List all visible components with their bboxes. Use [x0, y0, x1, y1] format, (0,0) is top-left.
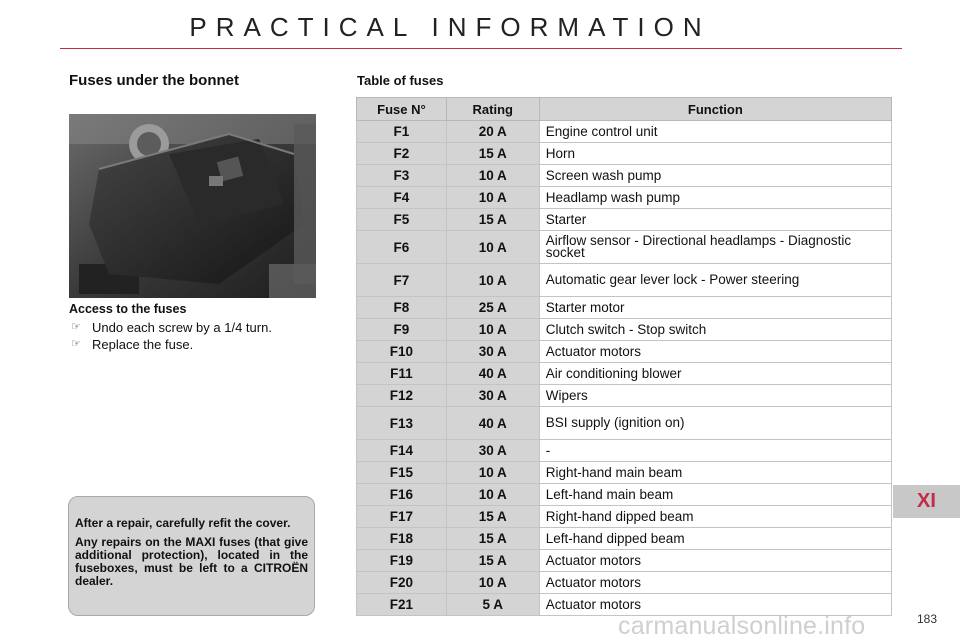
rating-cell: 10 A: [446, 319, 539, 341]
fuse-cell: F19: [357, 550, 447, 572]
access-heading: Access to the fuses: [69, 302, 187, 316]
rating-cell: 30 A: [446, 440, 539, 462]
rating-cell: 15 A: [446, 528, 539, 550]
column-header: Function: [539, 98, 891, 121]
function-cell: BSI supply (ignition on): [539, 407, 891, 440]
fuse-cell: F4: [357, 187, 447, 209]
table-row: [357, 121, 892, 143]
rating-cell: 15 A: [446, 550, 539, 572]
pointing-hand-icon: ☞: [71, 338, 81, 350]
rating-cell: 5 A: [446, 594, 539, 616]
fuse-cell: F16: [357, 484, 447, 506]
note-box: [68, 496, 315, 616]
step-text: Undo each screw by a 1/4 turn.: [92, 320, 272, 335]
rating-cell: 30 A: [446, 385, 539, 407]
rating-cell: 10 A: [446, 165, 539, 187]
rating-cell: 15 A: [446, 143, 539, 165]
function-cell: Actuator motors: [539, 572, 891, 594]
table-row: [357, 572, 892, 594]
table-row: [357, 143, 892, 165]
note-paragraph: After a repair, carefully refit the cover.: [75, 516, 291, 530]
rating-cell: 25 A: [446, 297, 539, 319]
section-title: Fuses under the bonnet: [69, 72, 240, 89]
table-title: Table of fuses: [357, 73, 444, 88]
table-row: [357, 550, 892, 572]
fuse-cell: F7: [357, 264, 447, 297]
table-row: [357, 528, 892, 550]
page-number: 183: [917, 612, 938, 626]
rating-cell: 20 A: [446, 121, 539, 143]
table-row: [357, 231, 892, 264]
function-cell: Engine control unit: [539, 121, 891, 143]
rating-cell: 10 A: [446, 484, 539, 506]
table-header-row: [357, 98, 892, 121]
table-row: [357, 341, 892, 363]
table-row: [357, 187, 892, 209]
fuse-cell: F5: [357, 209, 447, 231]
rating-cell: 10 A: [446, 187, 539, 209]
function-cell: Left-hand main beam: [539, 484, 891, 506]
function-cell: Starter motor: [539, 297, 891, 319]
rating-cell: 40 A: [446, 363, 539, 385]
column-header: Rating: [446, 98, 539, 121]
rating-cell: 10 A: [446, 462, 539, 484]
fuse-cell: F2: [357, 143, 447, 165]
fuse-cell: F1: [357, 121, 447, 143]
rating-cell: 15 A: [446, 209, 539, 231]
table-row: [357, 506, 892, 528]
table-row: [357, 209, 892, 231]
table-row: [357, 462, 892, 484]
rating-cell: 30 A: [446, 341, 539, 363]
table-row: [357, 385, 892, 407]
chapter-tab[interactable]: XI: [893, 485, 960, 518]
function-cell: Automatic gear lever lock - Power steering: [539, 264, 891, 297]
function-cell: Horn: [539, 143, 891, 165]
fusebox-cover-illustration: [69, 114, 316, 298]
rating-cell: 40 A: [446, 407, 539, 440]
function-cell: Actuator motors: [539, 594, 891, 616]
function-cell: Actuator motors: [539, 550, 891, 572]
fuse-cell: F12: [357, 385, 447, 407]
fuse-cell: F21: [357, 594, 447, 616]
table-row: [357, 165, 892, 187]
rating-cell: 10 A: [446, 264, 539, 297]
function-cell: Screen wash pump: [539, 165, 891, 187]
fuse-cell: F15: [357, 462, 447, 484]
table-row: [357, 363, 892, 385]
rating-cell: 10 A: [446, 231, 539, 264]
function-cell: Air conditioning blower: [539, 363, 891, 385]
fuse-cell: F3: [357, 165, 447, 187]
table-row: [357, 264, 892, 297]
function-cell: Starter: [539, 209, 891, 231]
note-paragraph: Any repairs on the MAXI fuses (that give additional protection), located in the fuseboxes, must be left to a CITROËN dealer.: [75, 535, 308, 588]
fuse-cell: F11: [357, 363, 447, 385]
fuse-cell: F18: [357, 528, 447, 550]
function-cell: Left-hand dipped beam: [539, 528, 891, 550]
fuse-cell: F6: [357, 231, 447, 264]
fuse-cell: F8: [357, 297, 447, 319]
table-row: [357, 484, 892, 506]
fuse-cell: F20: [357, 572, 447, 594]
table-row: [357, 297, 892, 319]
fuse-cell: F10: [357, 341, 447, 363]
table-row: [357, 440, 892, 462]
step-text: Replace the fuse.: [92, 337, 194, 352]
fuse-cell: F17: [357, 506, 447, 528]
instruction-list: [69, 319, 329, 353]
rating-cell: 10 A: [446, 572, 539, 594]
pointing-hand-icon: ☞: [71, 321, 81, 333]
fuse-cell: F13: [357, 407, 447, 440]
function-cell: Right-hand main beam: [539, 462, 891, 484]
function-cell: Right-hand dipped beam: [539, 506, 891, 528]
fuse-cell: F14: [357, 440, 447, 462]
list-item: [69, 319, 329, 336]
function-cell: -: [539, 440, 891, 462]
title-divider: [60, 48, 902, 49]
engine-bay-photo: [69, 114, 316, 298]
column-header: Fuse N°: [357, 98, 447, 121]
rating-cell: 15 A: [446, 506, 539, 528]
fuse-cell: F9: [357, 319, 447, 341]
table-row: [357, 319, 892, 341]
function-cell: Clutch switch - Stop switch: [539, 319, 891, 341]
function-cell: Wipers: [539, 385, 891, 407]
function-cell: Headlamp wash pump: [539, 187, 891, 209]
function-cell: Actuator motors: [539, 341, 891, 363]
page-title: PRACTICAL INFORMATION: [189, 12, 711, 42]
watermark: carmanualsonline.info: [618, 612, 866, 640]
function-cell: Airflow sensor - Directional headlamps - Diagnostic socket: [539, 231, 891, 264]
fuse-table: [356, 97, 892, 616]
table-row: [357, 407, 892, 440]
list-item: [69, 336, 329, 353]
